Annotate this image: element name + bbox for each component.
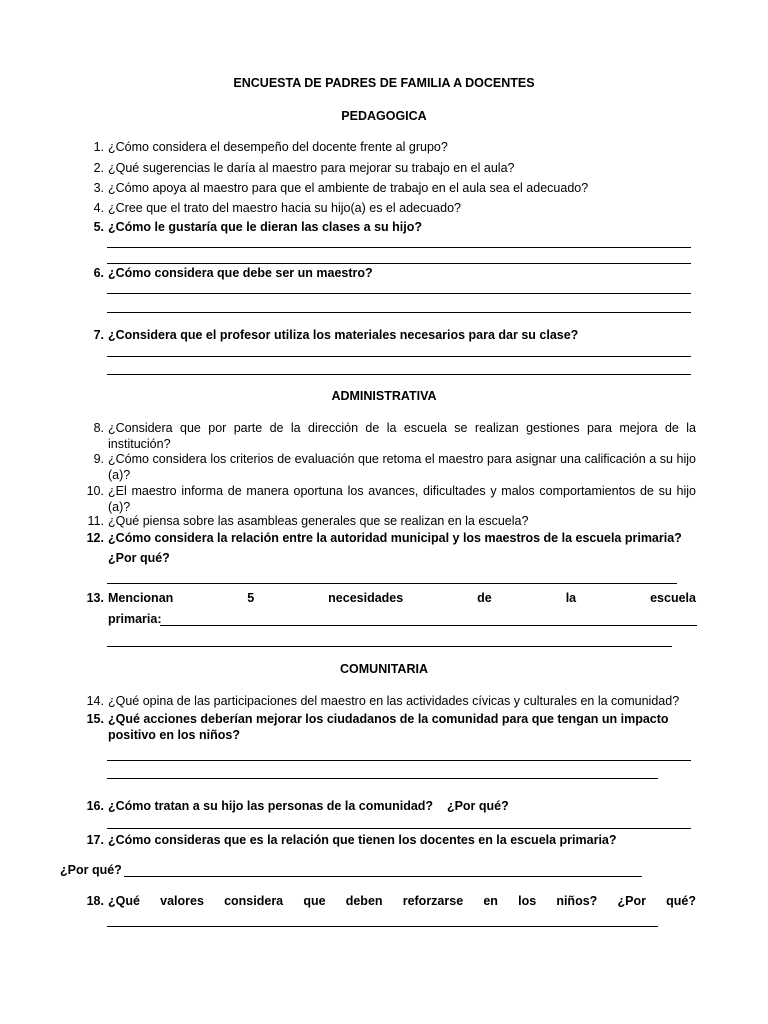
- question-text: ¿Cómo apoya al maestro para que el ambiente de trabajo en el aula sea el adecuado?: [108, 181, 589, 195]
- q18-word: ¿Qué: [108, 894, 140, 908]
- answer-line[interactable]: [107, 583, 677, 584]
- question-text: ¿Qué sugerencias le daría al maestro para mejorar su trabajo en el aula?: [108, 161, 515, 175]
- question-number: 17.: [86, 833, 104, 847]
- question-text: ¿Cómo considera los criterios de evaluación que retoma el maestro para asignar una calificación a su hijo (a)?: [108, 452, 696, 482]
- question-text: ¿Cómo tratan a su hijo las personas de la comunidad? ¿Por qué?: [108, 799, 509, 813]
- section-heading-administrativa: ADMINISTRATIVA: [331, 389, 437, 403]
- q18-word: reforzarse: [402, 894, 464, 908]
- question-number: 18.: [86, 894, 104, 908]
- question-number: 3.: [93, 181, 104, 195]
- question-number: 11.: [87, 514, 104, 528]
- question-text: ¿Cómo considera el desempeño del docente frente al grupo?: [108, 140, 448, 154]
- question-text: ¿El maestro informa de manera oportuna los avances, dificultades y malos comportamientos de su hijo (a)?: [108, 484, 696, 514]
- question-17-por-que: ¿Por qué?: [60, 863, 122, 877]
- answer-line[interactable]: [107, 828, 691, 829]
- question-number: 6.: [93, 266, 104, 280]
- question-text: ¿Cómo considera que debe ser un maestro?: [108, 266, 373, 280]
- section-heading-pedagogica: PEDAGOGICA: [341, 109, 427, 123]
- q18-word: que: [303, 894, 326, 908]
- answer-line[interactable]: [107, 263, 691, 264]
- question-text: ¿Qué opina de las participaciones del maestro en las actividades cívicas y culturales en la comunidad?: [108, 694, 680, 708]
- answer-line[interactable]: [107, 293, 691, 294]
- question-text: [108, 590, 696, 606]
- question-number: 7.: [93, 328, 104, 342]
- question-text: [108, 893, 696, 909]
- q18-word: ¿Por: [617, 894, 646, 908]
- question-text: ¿Cómo considera la relación entre la autoridad municipal y los maestros de la escuela primaria?: [108, 531, 682, 545]
- question-number: 12.: [86, 531, 104, 545]
- question-subtext: primaria:: [108, 612, 162, 626]
- q18-word: valores: [160, 894, 204, 908]
- q13-word: necesidades: [328, 591, 404, 605]
- q18-word: deben: [345, 894, 383, 908]
- q18-word: los: [518, 894, 537, 908]
- q18-word: considera: [224, 894, 284, 908]
- question-number: 2.: [93, 161, 104, 175]
- q13-word: escuela: [650, 591, 696, 605]
- q13-word: Mencionan: [108, 591, 174, 605]
- question-number: 16.: [86, 799, 104, 813]
- answer-line[interactable]: [107, 778, 658, 779]
- question-text: ¿Considera que por parte de la dirección de la escuela se realizan gestiones para mejora de la institución?: [108, 421, 696, 451]
- answer-line[interactable]: [107, 247, 691, 248]
- answer-line[interactable]: [107, 374, 691, 375]
- answer-line[interactable]: [107, 646, 672, 647]
- survey-title: ENCUESTA DE PADRES DE FAMILIA A DOCENTES: [233, 76, 535, 90]
- question-number: 1.: [93, 140, 104, 154]
- question-number: 4.: [93, 201, 104, 215]
- question-number: 5.: [93, 220, 104, 234]
- question-number: 13.: [86, 591, 104, 605]
- question-text: ¿Cree que el trato del maestro hacia su hijo(a) es el adecuado?: [108, 201, 461, 215]
- q13-word: la: [565, 591, 577, 605]
- question-text: ¿Cómo le gustaría que le dieran las clases a su hijo?: [108, 220, 422, 234]
- q18-word: qué?: [666, 894, 696, 908]
- answer-line[interactable]: [107, 312, 691, 313]
- q18-word: niños?: [556, 894, 598, 908]
- question-number: 14.: [86, 694, 104, 708]
- answer-line[interactable]: [107, 356, 691, 357]
- question-number: 15.: [86, 712, 104, 726]
- section-heading-comunitaria: COMUNITARIA: [340, 662, 428, 676]
- question-text: ¿Considera que el profesor utiliza los materiales necesarios para dar su clase?: [108, 328, 579, 342]
- q18-word: en: [483, 894, 498, 908]
- question-number: 10.: [86, 484, 104, 498]
- question-text: ¿Qué acciones deberían mejorar los ciudadanos de la comunidad para que tengan un impacto positivo en los niños?: [108, 712, 669, 742]
- question-subtext: ¿Por qué?: [108, 551, 170, 565]
- question-text: ¿Qué piensa sobre las asambleas generales que se realizan en la escuela?: [108, 514, 529, 528]
- q13-word: 5: [247, 591, 255, 605]
- answer-line[interactable]: [107, 760, 691, 761]
- answer-line[interactable]: [160, 625, 697, 626]
- q13-word: de: [477, 591, 492, 605]
- question-number: 9.: [93, 452, 104, 466]
- question-number: 8.: [93, 421, 104, 435]
- answer-line[interactable]: [124, 876, 642, 877]
- answer-line[interactable]: [107, 926, 658, 927]
- question-text: ¿Cómo consideras que es la relación que tienen los docentes en la escuela primaria?: [108, 833, 617, 847]
